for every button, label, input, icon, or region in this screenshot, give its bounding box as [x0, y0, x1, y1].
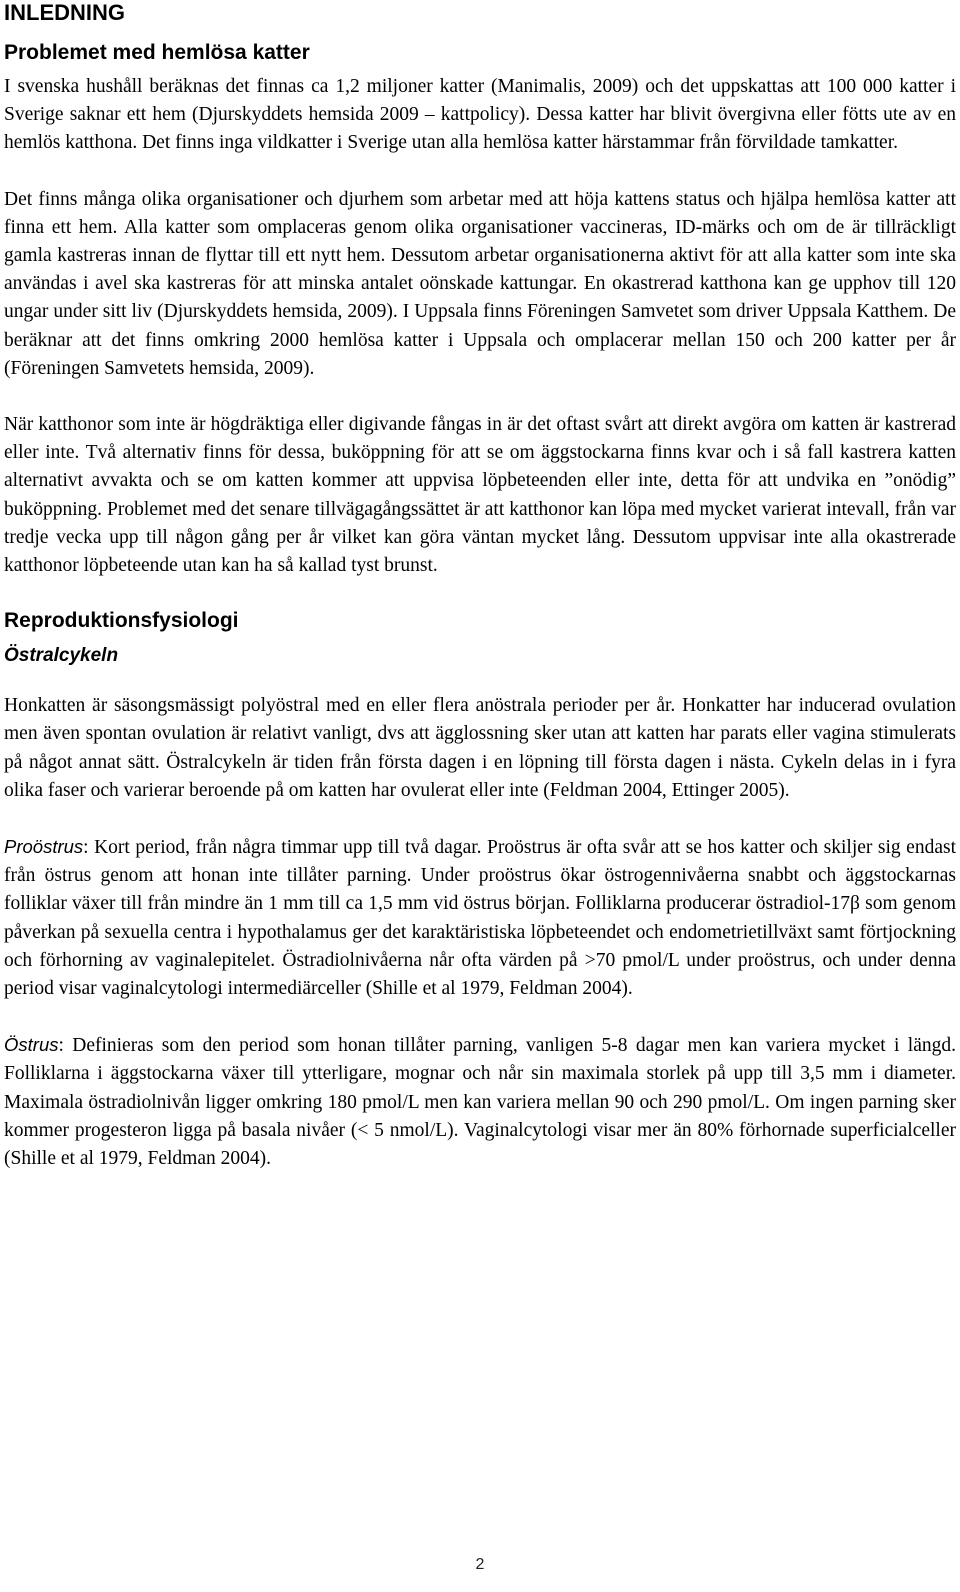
paragraph-proostrus — [4, 833, 956, 1003]
term-ostrus: Östrus — [4, 1034, 59, 1056]
paragraph-neutering: När katthonor som inte är högdräktiga eller digivande fångas in är det oftast svårt att direkt avgöra om katten är kastrerad eller inte. Två alternativ finns för dessa, buköppning för att se om äggstockarna finns kvar och i så fall kastrera katten alternativt avvakta och se om katten kommer att uppvisa löpbeteenden eller inte, detta för att undvika en ”onödig” buköppning. Problemet med det senare tillvägagångssättet är att katthonor kan löpa med mycket varierat intevall, från var tredje vecka upp till någon gång per år vilket kan göra väntan mycket lång. Dessutom uppvisar inte alla okastrerade katthonor löpbeteende utan kan ha så kallad tyst brunst. — [4, 414, 956, 577]
heading-ostralcykeln: Östralcykeln — [4, 645, 119, 667]
proostrus-text: : Kort period, från några timmar upp till två dagar. Proöstrus är ofta svår att se hos katter och skiljer sig endast från östrus genom att honan inte tillåter parning. Under proöstrus ökar östrogennivåerna snabbt och äggstockarnas folliklar växer till från mindre än 1 mm till ca 1,5 mm vid östrus början. Folliklarna producerar östradiol-17β som genom påverkan på sexuella centra i hypothalamus ger det karaktäristiska löpbeteendet och endometrietillväxt samt förtjockning och förhorning av vaginalepitelet. Östradiolnivåerna når ofta värden på >70 pmol/L under proöstrus, och under denna period visar vaginalcytologi intermediärceller (Shille et al 1979, Feldman 2004). — [4, 837, 956, 1000]
page-number: 2 — [475, 1556, 485, 1573]
paragraph-ostrus — [4, 1031, 956, 1173]
ostrus-text: : Definieras som den period som honan tillåter parning, vanligen 5-8 dagar men kan variera mycket i längd. Folliklarna i äggstockarna växer till ytterligare, mognar och når sin maximala storlek på upp till 3,5 mm i diameter. Maximala östradiolnivån ligger omkring 180 pmol/L men kan variera mellan 90 och 290 pmol/L. Om ingen parning sker kommer progesteron ligga på basala nivåer (< 5 nmol/L). Vaginalcytologi visar mer än 80% förhornade superficialceller (Shille et al 1979, Feldman 2004). — [4, 1035, 956, 1170]
heading-reproduktionsfysiologi: Reproduktionsfysiologi — [4, 609, 239, 633]
document-page — [4, 0, 956, 1173]
paragraph-organisations: Det finns många olika organisationer och djurhem som arbetar med att höja kattens status och hjälpa hemlösa katter att finna ett hem. Alla katter som omplaceras genom olika organisationer vaccineras, ID-märks och om de är tillräckligt gamla kastreras innan de flyttar till ett nytt hem. Dessutom arbetar organisationerna aktivt för att alla katter som inte ska användas i avel ska kastreras för att minska antalet oönskade kattungar. En okastrerad katthona kan ge upphov till 120 ungar under sitt liv (Djurskyddets hemsida, 2009). I Uppsala finns Föreningen Samvetet som driver Uppsala Katthem. De beräknar att det finns omkring 2000 hemlösa katter i Uppsala och omplacerar mellan 150 och 200 katter per år (Föreningen Samvetets hemsida, 2009). — [4, 188, 956, 379]
heading-inledning: INLEDNING — [4, 0, 125, 25]
paragraph-ostral-cycle: Honkatten är säsongsmässigt polyöstral med en eller flera anöstrala perioder per år. Honkatter har inducerad ovulation men även spontan ovulation är relativt vanligt, dvs att ägglossning sker utan att katten har parats eller vagina stimulerats på något annat sätt. Östralcykeln är tiden från första dagen i en löpning till första dagen i nästa. Cykeln delas in i fyra olika faser och varierar beroende på om katten har ovulerat eller inte (Feldman 2004, Ettinger 2005). — [4, 695, 956, 801]
paragraph-intro: I svenska hushåll beräknas det finnas ca 1,2 miljoner katter (Manimalis, 2009) och det uppskattas att 100 000 katter i Sverige saknar ett hem (Djurskyddets hemsida 2009 – kattpolicy). Dessa katter har blivit övergivna eller fötts ute av en hemlös katthona. Det finns inga vildkatter i Sverige utan alla hemlösa katter härstammar från förvildade tamkatter. — [4, 76, 956, 154]
term-proostrus: Proöstrus — [4, 836, 84, 858]
heading-problem: Problemet med hemlösa katter — [4, 41, 310, 64]
